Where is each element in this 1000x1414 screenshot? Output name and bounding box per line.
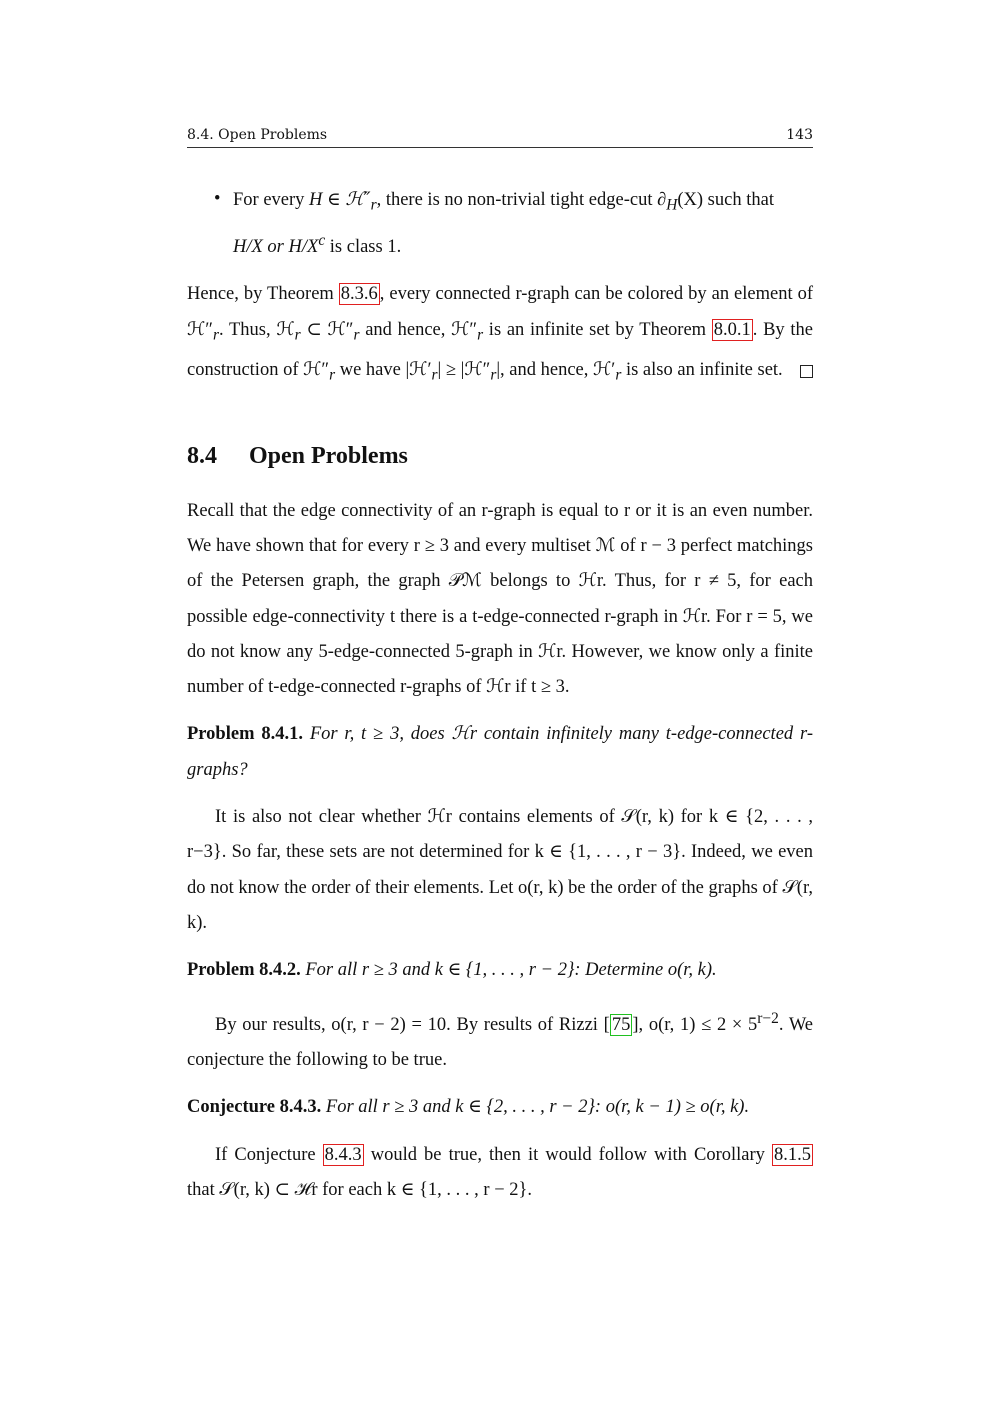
problem-8-4-2: Problem 8.4.2. For all r ≥ 3 and k ∈ {1, . . . , r − 2}: Determine o(r, k).	[187, 960, 717, 981]
conjecture-8-4-3: Conjecture 8.4.3. For all r ≥ 3 and k ∈ {2, . . . , r − 2}: o(r, k − 1) ≥ o(r, k).	[187, 1097, 750, 1118]
paragraph-conclusion: If Conjecture 8.4.3 would be true, then it would follow with Corollary 8.1.5 that 𝒮(r, k) ⊂ ℋr for each k ∈ {1, . . . , r − 2}.	[187, 1144, 811, 1200]
section-heading: 8.4 Open Problems	[187, 442, 408, 469]
running-header	[187, 127, 813, 148]
corollary-ref-link[interactable]: 8.1.5	[773, 1144, 811, 1165]
theorem-ref-link[interactable]: 8.0.1	[713, 319, 751, 340]
qed-square-icon	[800, 365, 813, 378]
problem-8-4-1: Problem 8.4.1. For r, t ≥ 3, does ℋr contain infinitely many t-edge-connected r-graphs?	[187, 724, 813, 780]
bullet-dot-icon: •	[214, 189, 221, 209]
citation-link[interactable]: 75	[611, 1014, 631, 1035]
theorem-ref-link[interactable]: 8.3.6	[340, 284, 378, 305]
conjecture-ref-link[interactable]: 8.4.3	[324, 1144, 362, 1165]
page-body	[187, 182, 813, 1208]
paragraph-results: By our results, o(r, r − 2) = 10. By results of Rizzi [ 75 ], o(r, $1) \le 2 \times 5^{r-2}$. We conjecture the following to be true.	[187, 1009, 814, 1071]
header-section: 8.4. Open Problems	[187, 127, 328, 143]
paragraph-intro: Recall that the edge connectivity of an r-graph is equal to r or it is an even number. We have shown that for every r ≥ 3 and every multiset ℳ of r − 3 perfect matchings of the Petersen graph, the graph 𝒫ℳ belongs to ℋr. Thus, for r ≠ 5, for each possible edge-connectivity t there is a t-edge-connected r-graph in ℋr. For r = 5, we do not know any 5-edge-connected 5-graph in ℋr. However, we know only a finite number of t-edge-connected r-graphs of ℋr if t ≥ 3.	[187, 500, 813, 698]
page-number: 143	[786, 127, 813, 143]
paragraph-open-question: It is also not clear whether ℋr contains elements of 𝒮(r, k) for k ∈ {2, . . . , r−3}. So far, these sets are not determined for k ∈ {1, . . . , r − 3}. Indeed, we even do not know the order of their elements. Let o(r, k) be the order of the graphs of 𝒮(r, k).	[187, 807, 813, 933]
paragraph-proof-end: Hence, by Theorem 8.3.6 , every connected r-graph can be colored by an element of $ℋ''_r$. Thus, ℋ$_r$ ⊂ $ℋ''_r$ and hence, $ℋ''_r$ is an infinite set by Theorem 8.0.1 . By the construction of $ℋ''_r$ we have $|ℋ'_r|$ ≥ $|ℋ''_r|$, and hence, $ℋ'_r$ is also an infinite set.	[187, 284, 814, 384]
bullet-item: • For every H ∈ $ℋ''_r$, there is no non-trivial tight edge-cut $\partial_H(X)$ such that H/X or $H/X^c$ is class 1.	[187, 182, 813, 265]
